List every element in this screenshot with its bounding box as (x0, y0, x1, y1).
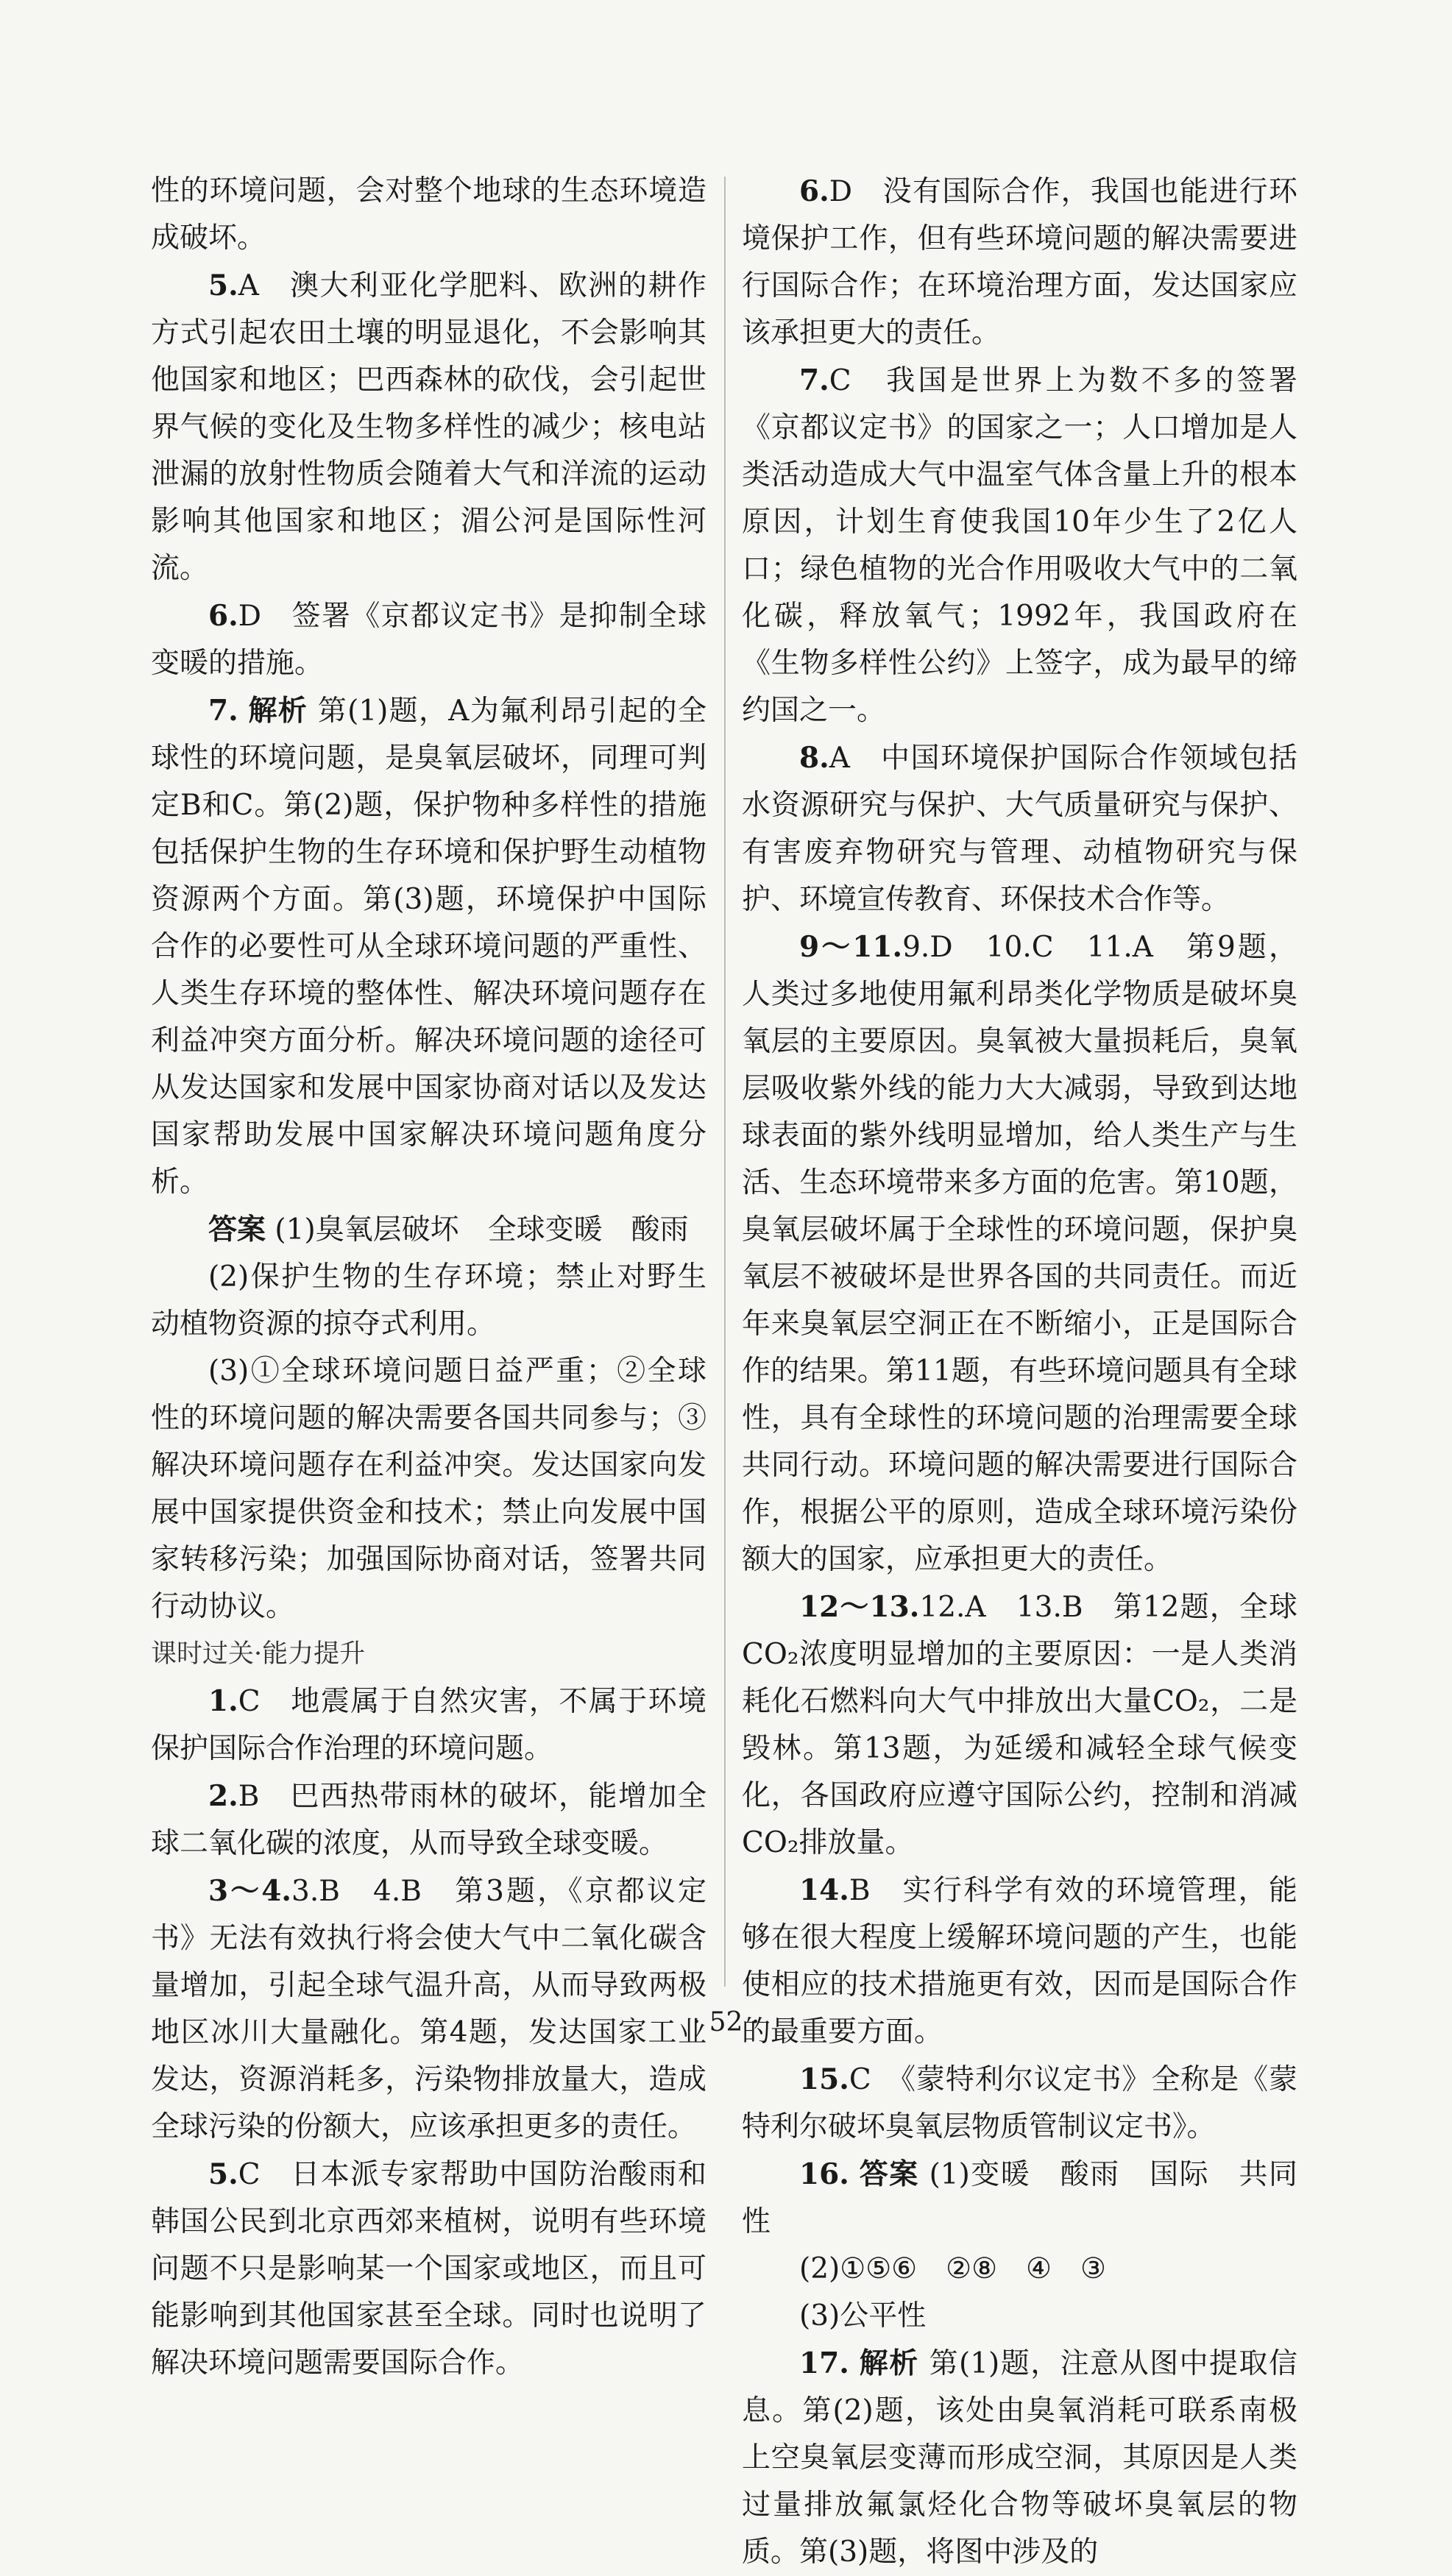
paragraph-text: 第(1)题，注意从图中提取信息。第(2)题，该处由臭氧消耗可联系南极上空臭氧层变薄而形成空洞，其原因是人类过量排放氟氯烃化合物等破坏臭氧层的物质。第(3)题，将图中涉及的 (742, 2347, 1297, 2569)
item-number: 6. (208, 599, 238, 633)
page-number: · 52 · (692, 2007, 760, 2037)
answer-item (742, 734, 1297, 923)
paragraph-continuation (151, 168, 706, 262)
item-number: 9～11. (799, 930, 903, 964)
item-number: 6. (799, 174, 829, 208)
item-number: 8. (799, 741, 829, 775)
paragraph-text: (2)①⑤⑥ ②⑧ ④ ③ (799, 2252, 1106, 2285)
paragraph-text: A 澳大利亚化学肥料、欧洲的耕作方式引起农田土壤的明显退化，不会影响其他国家和地区；巴西森林的砍伐，会引起世界气候的变化及生物多样性的减少；核电站泄漏的放射性物质会随着大气和洋流的运动影响其他国家和地区；湄公河是国际性河流。 (151, 269, 706, 585)
paragraph-text: C 我国是世界上为数不多的签署《京都议定书》的国家之一；人口增加是人类活动造成大气中温室气体含量上升的根本原因，计划生育使我国10年少生了2亿人口；绿色植物的光合作用吸收大气中的二氧化碳，释放氧气；1992年，我国政府在《生物多样性公约》上签字，成为最早的缔约国之一。 (742, 364, 1297, 727)
answer-item (151, 262, 706, 592)
item-number: 17. (799, 2346, 849, 2380)
answer-paragraph (151, 1206, 706, 1254)
paragraph-text: (1)变暖 酸雨 国际 共同性 (742, 2158, 1297, 2238)
paragraph-text: 课时过关·能力提升 (151, 1639, 366, 1669)
item-number: 2. (208, 1779, 238, 1813)
paragraph (151, 1348, 706, 1631)
answer-item (151, 1773, 706, 1867)
answer-item (742, 357, 1297, 734)
paragraph-text: (2)保护生物的生存环境；禁止对野生动植物资源的掠夺式利用。 (151, 1260, 706, 1341)
item-number: 16. (799, 2157, 849, 2191)
item-number: 7. (799, 363, 829, 397)
paragraph-text: D 没有国际合作，我国也能进行环境保护工作，但有些环境问题的解决需要进行国际合作；在环境治理方面，发达国家应该承担更大的责任。 (742, 175, 1297, 350)
answer-item (742, 2340, 1297, 2576)
item-number: 1. (208, 1684, 238, 1718)
paragraph-text: D 签署《京都议定书》是抑制全球变暖的措施。 (151, 600, 706, 680)
paragraph-text: 3.B 4.B 第3题，《京都议定书》无法有效执行将会使大气中二氧化碳含量增加，引起全球气温升高，从而导致两极地区冰川大量融化。第4题，发达国家工业发达，资源消耗多，污染物排放量大，造成全球污染的份额大，应该承担更多的责任。 (151, 1875, 706, 2143)
answer-paragraph (742, 2151, 1297, 2246)
keyword-label: 解析 (248, 694, 308, 728)
item-number: 7. (208, 694, 238, 728)
answer-item (151, 687, 706, 1206)
section-heading (151, 1631, 706, 1678)
paragraph-text: C 地震属于自然灾害，不属于环境保护国际合作治理的环境问题。 (151, 1685, 706, 1765)
column-divider (724, 177, 726, 1987)
keyword-label: 答案 (208, 1213, 266, 1246)
paragraph-text: C 《蒙特利尔议定书》全称是《蒙特利尔破坏臭氧层物质管制议定书》。 (742, 2063, 1297, 2143)
keyword-label: 解析 (859, 2346, 919, 2380)
answer-item (151, 592, 706, 687)
paragraph-text: 12.A 13.B 第12题，全球CO₂浓度明显增加的主要原因：一是人类消耗化石燃料向大气中排放出大量CO₂，二是毁林。第13题，为延缓和减轻全球气候变化，各国政府应遵守国际公约，控制和消减CO₂排放量。 (742, 1591, 1297, 1859)
item-number: 15. (799, 2062, 849, 2096)
left-column (151, 168, 706, 2387)
paragraph-text: 性的环境问题，会对整个地球的生态环境造成破坏。 (151, 174, 706, 255)
answer-item (742, 923, 1297, 1583)
paragraph-text: C 日本派专家帮助中国防治酸雨和韩国公民到北京西郊来植树，说明有些环境问题不只是影响某一个国家或地区，而且可能影响到其他国家甚至全球。同时也说明了解决环境问题需要国际合作。 (151, 2158, 706, 2380)
answer-item (151, 2151, 706, 2387)
paragraph-text: B 实行科学有效的环境管理，能够在很大程度上缓解环境问题的产生，也能使相应的技术措施更有效，因而是国际合作的最重要方面。 (742, 1874, 1297, 2048)
item-number: 5. (208, 269, 238, 302)
item-number: 12～13. (799, 1590, 920, 1624)
answer-item (151, 1678, 706, 1773)
answer-item (742, 168, 1297, 357)
paragraph-text: 第(1)题，A为氟利昂引起的全球性的环境问题，是臭氧层破坏，同理可判定B和C。第(2)题，保护物种多样性的措施包括保护生物的生存环境和保护野生动植物资源两个方面。第(3)题，环境保护中国际合作的必要性可从全球环境问题的严重性、人类生存环境的整体性、解决环境问题存在利益冲突方面分析。解决环境问题的途径可从发达国家和发展中国家协商对话以及发达国家帮助发展中国家解决环境问题角度分析。 (151, 695, 706, 1199)
paragraph (151, 1254, 706, 1348)
paragraph (742, 2293, 1297, 2340)
paragraph-text: (1)臭氧层破坏 全球变暖 酸雨 (275, 1213, 689, 1246)
paragraph-text: (3)①全球环境问题日益严重；②全球性的环境问题的解决需要各国共同参与；③解决环境问题存在利益冲突。发达国家向发展中国家提供资金和技术；禁止向发展中国家转移污染；加强国际协商对话，签署共同行动协议。 (151, 1355, 706, 1623)
answer-item (742, 1583, 1297, 1867)
right-column (742, 168, 1297, 2576)
keyword-label: 答案 (859, 2157, 919, 2191)
item-number: 5. (208, 2157, 238, 2191)
answer-item (742, 2056, 1297, 2151)
paragraph (742, 2246, 1297, 2293)
item-number: 3～4. (208, 1874, 292, 1908)
paragraph-text: 9.D 10.C 11.A 第9题，人类过多地使用氟利昂类化学物质是破坏臭氧层的主要原因。臭氧被大量损耗后，臭氧层吸收紫外线的能力大大减弱，导致到达地球表面的紫外线明显增加，给人类生产与生活、生态环境带来多方面的危害。第10题，臭氧层破坏属于全球性的环境问题，保护臭氧层不被破坏是世界各国的共同责任。而近年来臭氧层空洞正在不断缩小，正是国际合作的结果。第11题，有些环境问题具有全球性，具有全球性的环境问题的治理需要全球共同行动。环境问题的解决需要进行国际合作，根据公平的原则，造成全球环境污染份额大的国家，应承担更大的责任。 (742, 931, 1297, 1576)
item-number: 14. (799, 1873, 849, 1907)
paragraph-text: A 中国环境保护国际合作领域包括水资源研究与保护、大气质量研究与保护、有害废弃物研究与管理、动植物研究与保护、环境宣传教育、环保技术合作等。 (742, 742, 1297, 916)
paragraph-text: (3)公平性 (799, 2299, 927, 2332)
paragraph-text: B 巴西热带雨林的破坏，能增加全球二氧化碳的浓度，从而导致全球变暖。 (151, 1780, 706, 1860)
